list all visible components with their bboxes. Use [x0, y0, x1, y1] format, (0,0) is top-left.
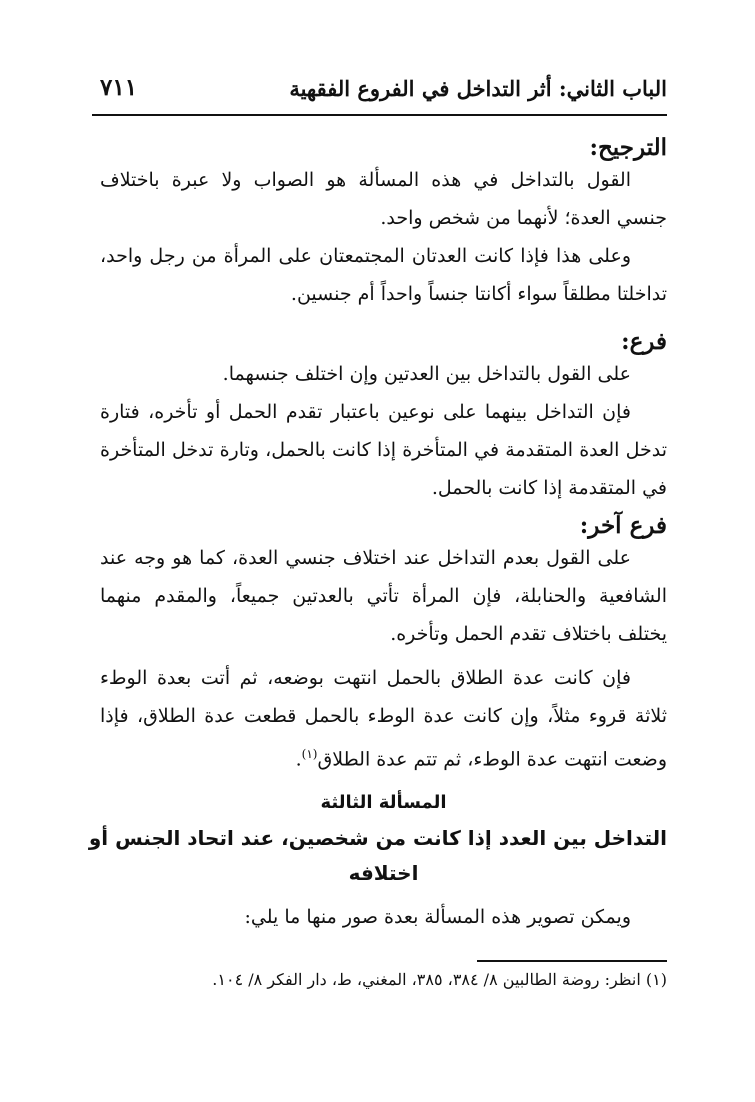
- footnote: (١) انظر: روضة الطالبين ٨/ ٣٨٤، ٣٨٥، المغني، ط، دار الفكر ٨/ ١٠٤.: [212, 970, 667, 989]
- paragraph: فإن التداخل بينهما على نوعين باعتبار تقدم الحمل أو تأخره، فتارة تدخل العدة المتقدمة في المتأخرة إذا كانت بالحمل، وتارة تدخل المتأخرة في المتقدمة إذا كانت بالحمل.: [100, 401, 667, 499]
- section-heading-tarjih: الترجيح:: [589, 134, 667, 161]
- issue-title-line2: اختلافه: [348, 861, 419, 885]
- paragraph-text: فإن كانت عدة الطلاق بالحمل انتهت بوضعه، ثم أتت بعدة الوطء ثلاثة قروء مثلاً، وإن كانت عدة الوطء بالحمل قطعت عدة الطلاق، فإذا وضعت انتهت عدة الوطء، ثم تتم عدة الطلاق: [100, 667, 667, 771]
- paragraph: القول بالتداخل في هذه المسألة هو الصواب ولا عبرة باختلاف جنسي العدة؛ لأنهما من شخص واحد.: [100, 169, 667, 229]
- section-tarjih: [100, 134, 667, 313]
- paragraph: على القول بعدم التداخل عند اختلاف جنسي العدة، كما هو وجه عند الشافعية والحنابلة، فإن المرأة تأتي بالعدتين جميعاً، والمقدم منهما يختلف باختلاف تقدم الحمل وتأخره.: [100, 547, 667, 645]
- running-header-title: الباب الثاني: أثر التداخل في الفروع الفقهية: [289, 76, 667, 101]
- footnote-divider: [477, 960, 667, 962]
- issue-intro: ويمكن تصوير هذه المسألة بعدة صور منها ما يلي:: [244, 906, 631, 928]
- section-heading-far1: فرع:: [621, 328, 667, 355]
- issue-label: المسألة الثالثة: [320, 792, 447, 813]
- paragraph-with-footnote-ref: [100, 659, 667, 778]
- paragraph: على القول بالتداخل بين العدتين وإن اختلف جنسهما.: [222, 363, 631, 385]
- paragraph: وعلى هذا فإذا كانت العدتان المجتمعتان على المرأة من رجل واحد، تداخلتا مطلقاً سواء أكانتا جنساً واحداً أم جنسين.: [100, 245, 667, 305]
- footnote-ref: (١): [301, 747, 318, 761]
- section-heading-far2: فرع آخر:: [579, 512, 667, 539]
- section-far1: [100, 328, 667, 507]
- section-far2: [100, 512, 667, 778]
- issue-title-line1: التداخل بين العدد إذا كانت من شخصين، عند اتحاد الجنس أو: [88, 826, 667, 850]
- paragraph-end: .: [295, 748, 302, 771]
- page-header: [92, 70, 667, 116]
- issue-intro-block: [100, 898, 667, 936]
- page-number: ٧١١: [100, 74, 138, 101]
